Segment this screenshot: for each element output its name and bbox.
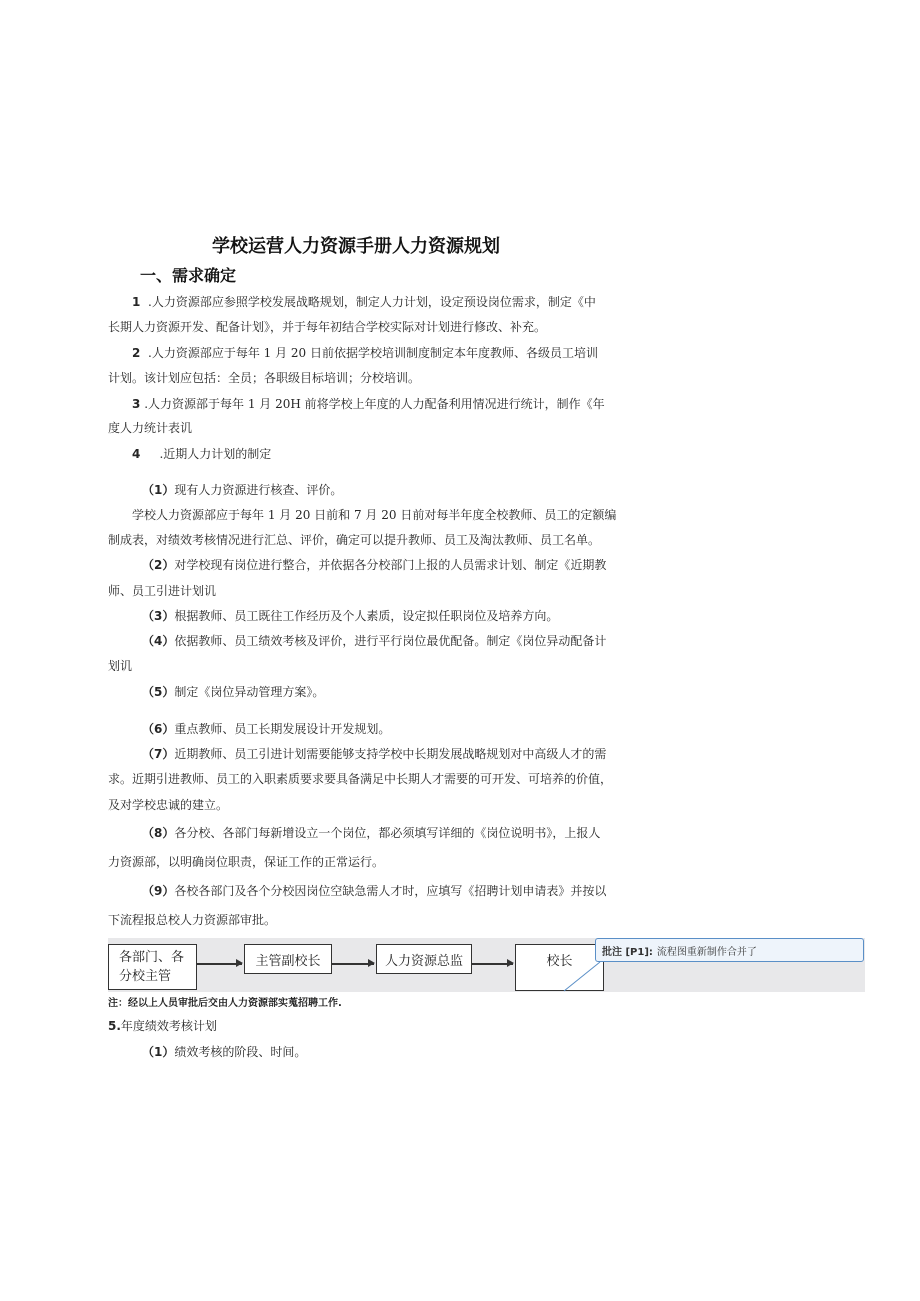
paragraph-line: 及对学校忠诚的建立。	[108, 798, 229, 812]
flow-arrow	[332, 963, 374, 965]
paragraph-line: 制成表，对绩效考核情况进行汇总、评价，确定可以提升教师、员工及淘汰教师、员工名单。	[108, 533, 601, 547]
flow-box-principal: 校长	[515, 944, 604, 991]
paragraph-line: 求。近期引进教师、员工的入职素质要求要具备满足中长期人才需要的可开发、可培养的价值，	[108, 772, 613, 786]
comment-text: 流程图重新制作合并了	[656, 946, 757, 958]
paragraph-line: （3）根据教师、员工既往工作经历及个人素质，设定拟任职岗位及培养方向。	[142, 609, 559, 623]
section-heading-demand: 一、需求确定	[140, 266, 237, 285]
paragraph-line: （1）现有人力资源进行核查、评价。	[142, 483, 343, 497]
paragraph-line: （2）对学校现有岗位进行整合，并依据各分校部门上报的人员需求计划、制定《近期教	[142, 558, 607, 572]
document-title: 学校运营人力资源手册人力资源规划	[212, 236, 500, 257]
paragraph-line: （9）各校各部门及各个分校因岗位空缺急需人才时，应填写《招聘计划申请表》并按以	[142, 884, 607, 898]
flow-box-vice-principal: 主管副校长	[244, 944, 332, 974]
flow-arrow	[472, 963, 513, 965]
paragraph-line: （1）绩效考核的阶段、时间。	[142, 1045, 307, 1059]
section-heading-performance: 5.年度绩效考核计划	[108, 1019, 217, 1033]
flow-note: 注：经以上人员审批后交由人力资源部实蒐招聘工作.	[108, 998, 342, 1009]
paragraph-line: 划讥	[108, 659, 133, 673]
paragraph-line: （6）重点教师、员工长期发展设计开发规划。	[142, 722, 391, 736]
paragraph-line: 计划。该计划应包括：全员；各职级目标培训；分校培训。	[108, 371, 421, 385]
review-comment[interactable]	[595, 938, 864, 962]
paragraph-line: 3 .人力资源部于每年 1 月 20H 前将学校上年度的人力配备利用情况进行统计，制作《年	[132, 397, 605, 411]
paragraph-line: （5）制定《岗位异动管理方案》。	[142, 685, 325, 699]
paragraph-line: 4 .近期人力计划的制定	[132, 447, 272, 461]
paragraph-line: 下流程报总校人力资源部审批。	[108, 913, 277, 927]
comment-label: 批注 [P1]:	[602, 946, 653, 958]
flow-arrow	[197, 963, 242, 965]
paragraph-line: 学校人力资源部应于每年 1 月 20 日前和 7 月 20 日前对每半年度全校教师、员工的定额编	[132, 508, 617, 522]
paragraph-line: （8）各分校、各部门每新增设立一个岗位，都必须填写详细的《岗位说明书》，上报人	[142, 826, 601, 840]
paragraph-line: 力资源部，以明确岗位职责，保证工作的正常运行。	[108, 855, 385, 869]
paragraph-line: 度人力统计表讥	[108, 421, 193, 435]
paragraph-line: 1 .人力资源部应参照学校发展战略规划，制定人力计划，设定预设岗位需求，制定《中	[132, 295, 596, 309]
paragraph-line: 师、员工引进计划讥	[108, 584, 217, 598]
paragraph-line: （7）近期教师、员工引进计划需要能够支持学校中长期发展战略规划对中高级人才的需	[142, 747, 607, 761]
comment-connector	[560, 958, 605, 992]
paragraph-line: （4）依据教师、员工绩效考核及评价，进行平行岗位最优配备。制定《岗位异动配备计	[142, 634, 607, 648]
paragraph-line: 长期人力资源开发、配备计划》，并于每年初结合学校实际对计划进行修改、补充。	[108, 320, 547, 334]
flow-box-hr-director: 人力资源总监	[376, 944, 472, 974]
paragraph-line: 2 .人力资源部应于每年 1 月 20 日前依据学校培训制度制定本年度教师、各级员工培训	[132, 346, 598, 360]
flow-box-department-heads: 各部门、各分校主管	[108, 944, 197, 990]
